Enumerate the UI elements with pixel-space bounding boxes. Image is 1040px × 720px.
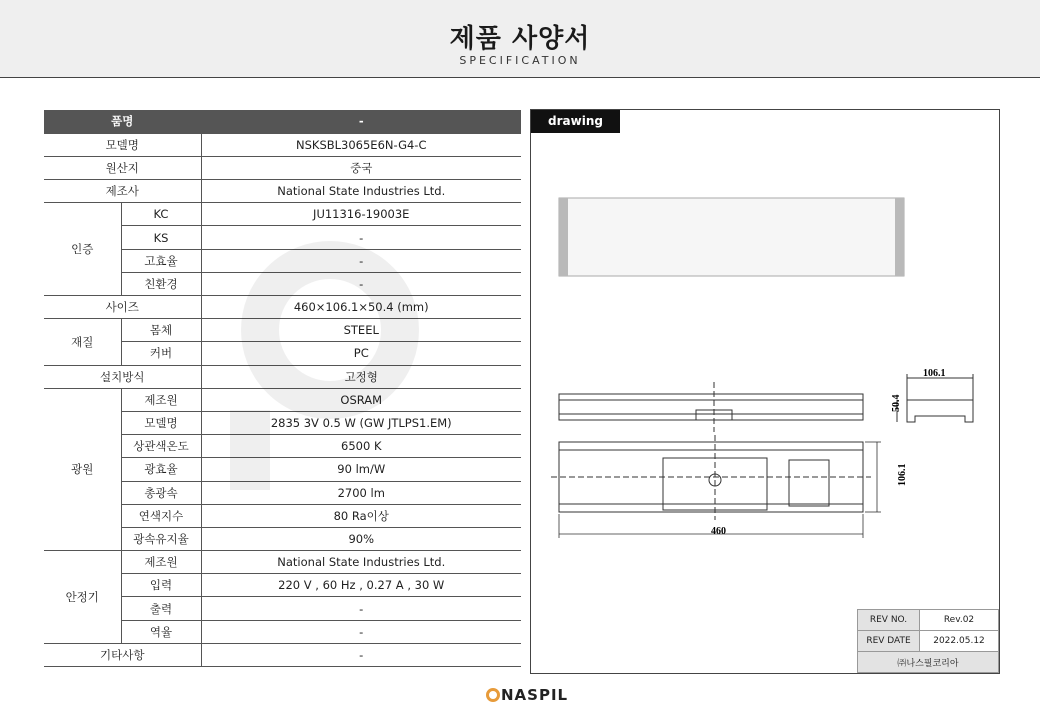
spec-value: 2835 3V 0.5 W (GW JTLPS1.EM) (201, 411, 521, 434)
table-row (44, 180, 521, 203)
spec-label: 원산지 (44, 156, 201, 179)
brand-mark-icon (486, 688, 500, 702)
spec-group-label: 안정기 (44, 551, 121, 644)
table-row (44, 643, 521, 666)
company-name: ㈜나스필코리아 (858, 652, 999, 673)
spec-value: - (201, 597, 521, 620)
spec-value: NSKSBL3065E6N-G4-C (201, 133, 521, 156)
brand-name: NASPIL (501, 686, 569, 704)
spec-sub-label: KS (121, 226, 201, 249)
fixture-side-view (559, 382, 863, 432)
spec-sub-label: 커버 (121, 342, 201, 365)
spec-sub-label: 상관색온도 (121, 435, 201, 458)
footer-logo (486, 686, 568, 706)
spec-sub-label: 몸체 (121, 319, 201, 342)
fixture-front-view (559, 198, 904, 276)
dim-height-label: 50.4 (891, 394, 902, 412)
spec-sub-label: 모델명 (121, 411, 201, 434)
page-subtitle: SPECIFICATION (459, 54, 581, 67)
spec-group-label: 광원 (44, 388, 121, 550)
table-row (858, 631, 999, 652)
dim-profile-width-label: 106.1 (923, 368, 946, 379)
spec-value: 고정형 (201, 365, 521, 388)
table-row (44, 388, 521, 411)
spec-table (44, 110, 521, 667)
spec-value: - (201, 272, 521, 295)
spec-value: National State Industries Ltd. (201, 180, 521, 203)
spec-sub-label: 연색지수 (121, 504, 201, 527)
spec-value: JU11316-19003E (201, 203, 521, 226)
spec-group-label: 재질 (44, 319, 121, 365)
spec-value: STEEL (201, 319, 521, 342)
rev-no-label: REV NO. (858, 610, 920, 631)
table-row (44, 551, 521, 574)
technical-drawing (531, 110, 1001, 675)
table-row (44, 296, 521, 319)
rev-no-value: Rev.02 (920, 610, 999, 631)
spec-value: - (201, 643, 521, 666)
fixture-profile-view (897, 374, 973, 422)
dimension-lines (559, 442, 881, 538)
spec-value: 중국 (201, 156, 521, 179)
spec-sub-label: 제조원 (121, 388, 201, 411)
spec-value: - (201, 249, 521, 272)
spec-label: 기타사항 (44, 643, 201, 666)
table-row (44, 203, 521, 226)
table-row (44, 156, 521, 179)
spec-sub-label: 역율 (121, 620, 201, 643)
rev-date-value: 2022.05.12 (920, 631, 999, 652)
spec-value: 460×106.1×50.4 (mm) (201, 296, 521, 319)
spec-value: - (201, 110, 521, 133)
spec-sub-label: KC (121, 203, 201, 226)
spec-sub-label: 친환경 (121, 272, 201, 295)
table-row (44, 110, 521, 133)
spec-value: 90% (201, 527, 521, 550)
spec-value: - (201, 620, 521, 643)
spec-group-label: 인증 (44, 203, 121, 296)
spec-label: 모델명 (44, 133, 201, 156)
dim-length-label: 460 (711, 526, 726, 537)
drawing-tag: drawing (531, 110, 620, 133)
spec-value: PC (201, 342, 521, 365)
revision-block (857, 609, 999, 673)
spec-sub-label: 광속유지율 (121, 527, 201, 550)
table-row (858, 652, 999, 673)
table-row (44, 319, 521, 342)
spec-value: - (201, 226, 521, 249)
table-row (858, 610, 999, 631)
spec-label: 품명 (44, 110, 201, 133)
spec-label: 제조사 (44, 180, 201, 203)
spec-value: 220 V , 60 Hz , 0.27 A , 30 W (201, 574, 521, 597)
drawing-panel (530, 109, 1000, 674)
spec-sub-label: 고효율 (121, 249, 201, 272)
spec-value: 6500 K (201, 435, 521, 458)
rev-date-label: REV DATE (858, 631, 920, 652)
spec-label: 사이즈 (44, 296, 201, 319)
spec-value: 2700 lm (201, 481, 521, 504)
fixture-top-view (551, 435, 871, 520)
spec-label: 설치방식 (44, 365, 201, 388)
table-row (44, 133, 521, 156)
spec-value: 90 lm/W (201, 458, 521, 481)
spec-sub-label: 총광속 (121, 481, 201, 504)
spec-sub-label: 입력 (121, 574, 201, 597)
spec-sub-label: 출력 (121, 597, 201, 620)
table-row (44, 365, 521, 388)
spec-sub-label: 광효율 (121, 458, 201, 481)
spec-value: OSRAM (201, 388, 521, 411)
spec-value: National State Industries Ltd. (201, 551, 521, 574)
page-header (0, 0, 1040, 78)
page-title: 제품 사양서 (449, 24, 591, 54)
spec-value: 80 Ra이상 (201, 504, 521, 527)
spec-sub-label: 제조원 (121, 551, 201, 574)
dim-width-label: 106.1 (897, 463, 908, 486)
